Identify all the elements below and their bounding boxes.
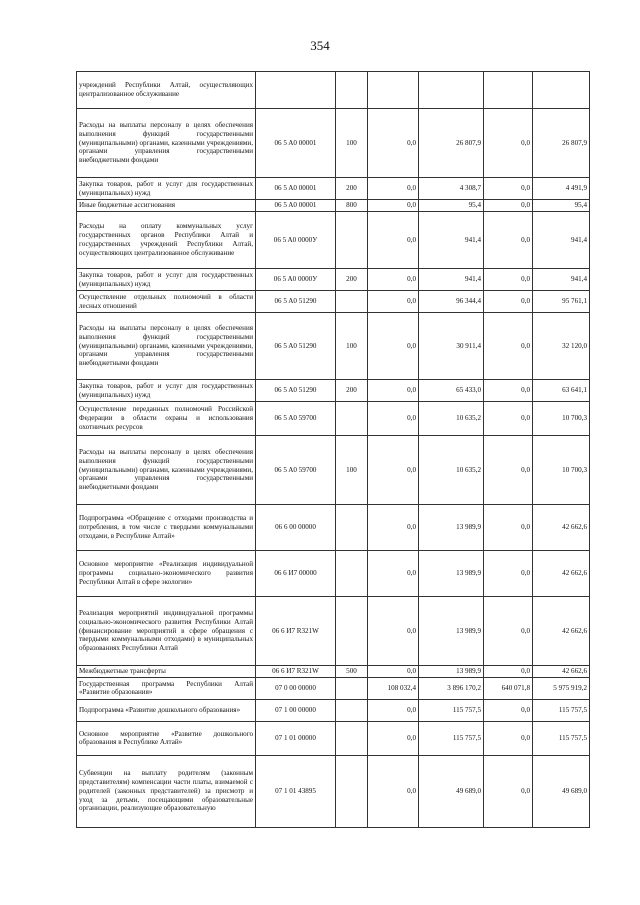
table-row xyxy=(77,291,590,313)
row-name-cell: Расходы на оплату коммунальных услуг государственных органов Республики Алтай и государственных учреждений Республики Алтай, осуществляющих централизованное обслуживание xyxy=(77,212,256,269)
row-name-cell: Осуществление переданных полномочий Российской Федерации в области охраны и использования охотничьих ресурсов xyxy=(77,402,256,436)
row-value-2-cell: 13 989,9 xyxy=(419,666,484,678)
row-value-3-cell: 0,0 xyxy=(484,380,533,402)
row-name-cell: Закупка товаров, работ и услуг для государственных (муниципальных) нужд xyxy=(77,380,256,402)
row-value-1-cell: 0,0 xyxy=(368,291,419,313)
table-row xyxy=(77,436,590,505)
row-code-cell: 07 1 01 00000 xyxy=(256,721,336,755)
row-value-4-cell: 115 757,5 xyxy=(533,721,590,755)
row-expense-type-cell: 100 xyxy=(336,436,368,505)
row-code-cell: 06 6 00 00000 xyxy=(256,505,336,551)
row-name-cell: Государственная программа Республики Алтай «Развитие образования» xyxy=(77,677,256,699)
row-value-1-cell: 0,0 xyxy=(368,200,419,212)
row-value-3-cell: 0,0 xyxy=(484,402,533,436)
row-value-4-cell: 941,4 xyxy=(533,269,590,291)
row-expense-type-cell xyxy=(336,721,368,755)
row-value-1-cell: 0,0 xyxy=(368,666,419,678)
row-value-4-cell: 115 757,5 xyxy=(533,699,590,721)
page-number: 354 xyxy=(310,38,330,53)
row-name-cell: Расходы на выплаты персоналу в целях обеспечения выполнения функций государственными (муниципальными) органами, казенными учреждениями, органами управления государственными внебюджетными фондами xyxy=(77,436,256,505)
row-value-1-cell: 0,0 xyxy=(368,699,419,721)
row-code-cell: 07 1 01 43895 xyxy=(256,755,336,827)
row-value-2-cell: 30 911,4 xyxy=(419,313,484,380)
row-value-4-cell: 42 662,6 xyxy=(533,505,590,551)
row-value-1-cell: 0,0 xyxy=(368,380,419,402)
row-name-cell: Расходы на выплаты персоналу в целях обеспечения выполнения функций государственными (муниципальными) органами, казенными учреждениями, органами управления государственными внебюджетными фондами xyxy=(77,109,256,178)
row-value-2-cell: 95,4 xyxy=(419,200,484,212)
table-row xyxy=(77,666,590,678)
row-value-1-cell: 0,0 xyxy=(368,436,419,505)
row-name-cell: Подпрограмма «Развитие дошкольного образования» xyxy=(77,699,256,721)
row-value-2-cell: 4 308,7 xyxy=(419,178,484,200)
row-value-3-cell: 640 071,8 xyxy=(484,677,533,699)
row-name-cell: учреждений Республики Алтай, осуществляющих централизованное обслуживание xyxy=(77,72,256,109)
row-value-3-cell xyxy=(484,72,533,109)
row-value-1-cell: 108 032,4 xyxy=(368,677,419,699)
row-value-2-cell: 13 989,9 xyxy=(419,551,484,597)
table-row xyxy=(77,677,590,699)
row-expense-type-cell xyxy=(336,72,368,109)
row-value-3-cell: 0,0 xyxy=(484,178,533,200)
row-code-cell: 06 5 A0 59700 xyxy=(256,402,336,436)
row-name-cell: Закупка товаров, работ и услуг для государственных (муниципальных) нужд xyxy=(77,269,256,291)
row-expense-type-cell xyxy=(336,551,368,597)
row-code-cell: 06 5 A0 51290 xyxy=(256,291,336,313)
row-value-4-cell xyxy=(533,72,590,109)
row-value-3-cell: 0,0 xyxy=(484,721,533,755)
row-value-1-cell: 0,0 xyxy=(368,269,419,291)
row-value-4-cell: 95 761,1 xyxy=(533,291,590,313)
row-value-3-cell: 0,0 xyxy=(484,755,533,827)
row-value-3-cell: 0,0 xyxy=(484,699,533,721)
row-value-3-cell: 0,0 xyxy=(484,109,533,178)
row-value-3-cell: 0,0 xyxy=(484,212,533,269)
row-code-cell: 06 5 A0 0000У xyxy=(256,269,336,291)
row-value-1-cell: 0,0 xyxy=(368,402,419,436)
row-expense-type-cell xyxy=(336,699,368,721)
row-value-2-cell: 941,4 xyxy=(419,269,484,291)
row-value-2-cell xyxy=(419,72,484,109)
row-value-1-cell: 0,0 xyxy=(368,551,419,597)
row-value-2-cell: 49 689,0 xyxy=(419,755,484,827)
table-row xyxy=(77,755,590,827)
row-name-cell: Подпрограмма «Обращение с отходами производства и потребления, в том числе с твердыми коммунальными отходами, в Республике Алтай» xyxy=(77,505,256,551)
row-value-1-cell: 0,0 xyxy=(368,755,419,827)
row-value-2-cell: 115 757,5 xyxy=(419,721,484,755)
row-code-cell: 06 5 A0 51290 xyxy=(256,380,336,402)
row-value-4-cell: 42 662,6 xyxy=(533,551,590,597)
row-name-cell: Закупка товаров, работ и услуг для государственных (муниципальных) нужд xyxy=(77,178,256,200)
row-expense-type-cell xyxy=(336,291,368,313)
row-value-2-cell: 65 433,0 xyxy=(419,380,484,402)
row-expense-type-cell xyxy=(336,402,368,436)
row-value-1-cell: 0,0 xyxy=(368,505,419,551)
row-expense-type-cell: 200 xyxy=(336,178,368,200)
table-row xyxy=(77,380,590,402)
table-row xyxy=(77,505,590,551)
budget-table-body xyxy=(77,72,590,828)
row-code-cell xyxy=(256,72,336,109)
table-row xyxy=(77,109,590,178)
table-row xyxy=(77,597,590,666)
table-row xyxy=(77,178,590,200)
row-value-4-cell: 63 641,1 xyxy=(533,380,590,402)
row-code-cell: 07 1 00 00000 xyxy=(256,699,336,721)
row-value-4-cell: 49 689,0 xyxy=(533,755,590,827)
row-value-1-cell: 0,0 xyxy=(368,178,419,200)
row-value-3-cell: 0,0 xyxy=(484,200,533,212)
row-value-1-cell: 0,0 xyxy=(368,109,419,178)
row-value-3-cell: 0,0 xyxy=(484,666,533,678)
row-expense-type-cell: 200 xyxy=(336,380,368,402)
row-value-4-cell: 95,4 xyxy=(533,200,590,212)
row-expense-type-cell xyxy=(336,755,368,827)
row-value-4-cell: 42 662,6 xyxy=(533,666,590,678)
row-value-4-cell: 941,4 xyxy=(533,212,590,269)
row-code-cell: 06 5 A0 00001 xyxy=(256,178,336,200)
table-row xyxy=(77,72,590,109)
row-value-2-cell: 941,4 xyxy=(419,212,484,269)
row-expense-type-cell xyxy=(336,505,368,551)
row-name-cell: Иные бюджетные ассигнования xyxy=(77,200,256,212)
table-row xyxy=(77,551,590,597)
row-code-cell: 06 5 A0 00001 xyxy=(256,109,336,178)
table-row xyxy=(77,721,590,755)
row-value-3-cell: 0,0 xyxy=(484,551,533,597)
row-value-2-cell: 10 635,2 xyxy=(419,436,484,505)
row-value-2-cell: 13 989,9 xyxy=(419,505,484,551)
row-value-4-cell: 32 120,0 xyxy=(533,313,590,380)
row-name-cell: Расходы на выплаты персоналу в целях обеспечения выполнения функций государственными (муниципальными) органами, казенными учреждениями, органами управления государственными внебюджетными фондами xyxy=(77,313,256,380)
row-name-cell: Субвенции на выплату родителям (законным представителям) компенсации части платы, взимаемой с родителей (законных представителей) за присмотр и уход за детьми, посещающими образовательные организации, реализующие образовательную xyxy=(77,755,256,827)
row-expense-type-cell xyxy=(336,677,368,699)
row-expense-type-cell: 800 xyxy=(336,200,368,212)
row-value-2-cell: 96 344,4 xyxy=(419,291,484,313)
row-value-1-cell: 0,0 xyxy=(368,212,419,269)
row-value-3-cell: 0,0 xyxy=(484,269,533,291)
row-value-1-cell: 0,0 xyxy=(368,597,419,666)
row-value-2-cell: 26 807,9 xyxy=(419,109,484,178)
row-value-2-cell: 115 757,5 xyxy=(419,699,484,721)
row-value-2-cell: 13 989,9 xyxy=(419,597,484,666)
row-name-cell: Основное мероприятие «Реализация индивидуальной программы социально-экономического развития Республики Алтай в сфере экологии» xyxy=(77,551,256,597)
row-value-1-cell: 0,0 xyxy=(368,721,419,755)
budget-table xyxy=(76,71,590,828)
table-row xyxy=(77,699,590,721)
row-value-2-cell: 10 635,2 xyxy=(419,402,484,436)
row-expense-type-cell: 500 xyxy=(336,666,368,678)
row-expense-type-cell xyxy=(336,597,368,666)
row-name-cell: Межбюджетные трансферты xyxy=(77,666,256,678)
row-value-1-cell xyxy=(368,72,419,109)
row-name-cell: Осуществление отдельных полномочий в области лесных отношений xyxy=(77,291,256,313)
row-value-4-cell: 10 700,3 xyxy=(533,436,590,505)
table-row xyxy=(77,269,590,291)
row-expense-type-cell: 100 xyxy=(336,109,368,178)
row-value-2-cell: 3 896 170,2 xyxy=(419,677,484,699)
row-value-3-cell: 0,0 xyxy=(484,597,533,666)
row-expense-type-cell xyxy=(336,212,368,269)
row-name-cell: Основное мероприятие «Развитие дошкольного образования в Республике Алтай» xyxy=(77,721,256,755)
row-code-cell: 06 6 И7 00000 xyxy=(256,551,336,597)
row-code-cell: 07 0 00 00000 xyxy=(256,677,336,699)
row-expense-type-cell: 200 xyxy=(336,269,368,291)
table-row xyxy=(77,200,590,212)
row-value-4-cell: 5 975 919,2 xyxy=(533,677,590,699)
row-code-cell: 06 5 A0 0000У xyxy=(256,212,336,269)
row-value-1-cell: 0,0 xyxy=(368,313,419,380)
row-code-cell: 06 5 A0 59700 xyxy=(256,436,336,505)
row-value-4-cell: 4 491,9 xyxy=(533,178,590,200)
row-code-cell: 06 6 И7 R321W xyxy=(256,597,336,666)
row-value-4-cell: 26 807,9 xyxy=(533,109,590,178)
row-expense-type-cell: 100 xyxy=(336,313,368,380)
row-value-3-cell: 0,0 xyxy=(484,313,533,380)
row-value-3-cell: 0,0 xyxy=(484,291,533,313)
row-code-cell: 06 6 И7 R321W xyxy=(256,666,336,678)
row-code-cell: 06 5 A0 00001 xyxy=(256,200,336,212)
row-value-4-cell: 42 662,6 xyxy=(533,597,590,666)
table-row xyxy=(77,313,590,380)
table-row xyxy=(77,212,590,269)
row-value-4-cell: 10 700,3 xyxy=(533,402,590,436)
row-value-3-cell: 0,0 xyxy=(484,505,533,551)
row-value-3-cell: 0,0 xyxy=(484,436,533,505)
table-row xyxy=(77,402,590,436)
row-code-cell: 06 5 A0 51290 xyxy=(256,313,336,380)
row-name-cell: Реализация мероприятий индивидуальной программы социально-экономического развития Республики Алтай (финансирование мероприятий в сфере обращения с твердыми коммунальными отходами) в муниципальных образованиях Республики Алтай xyxy=(77,597,256,666)
